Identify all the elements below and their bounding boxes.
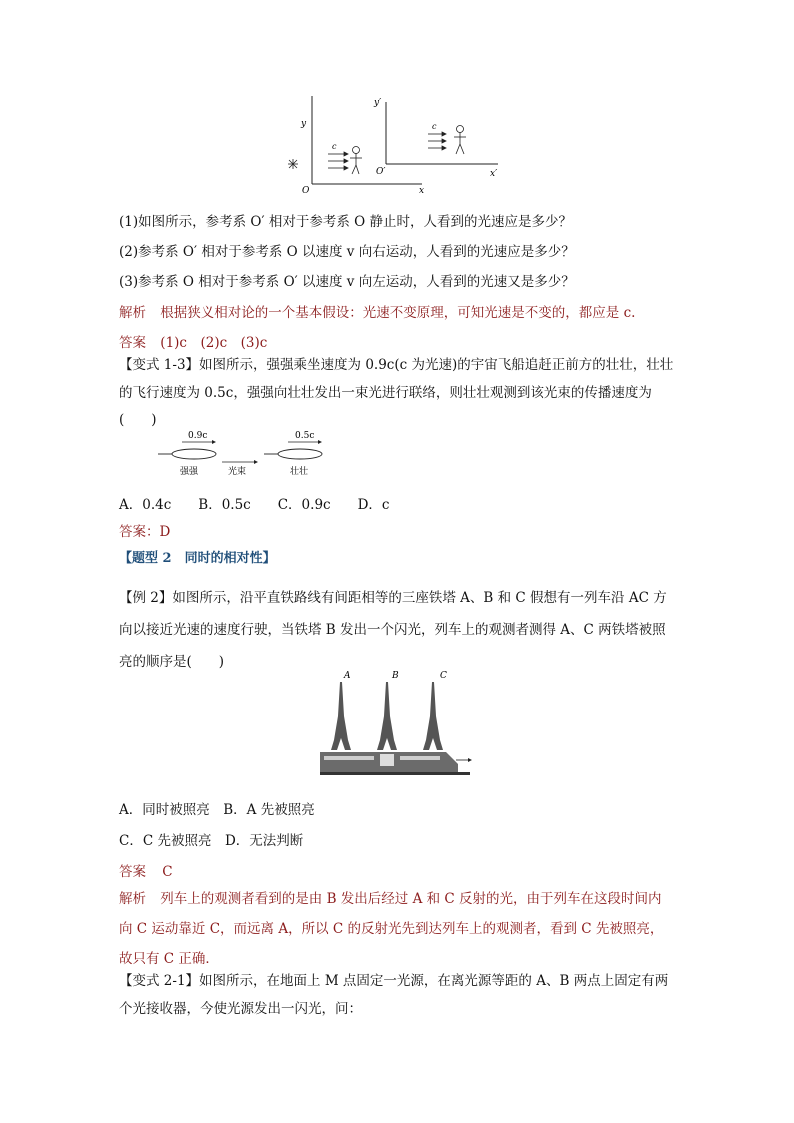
towers-train-figure xyxy=(320,668,476,780)
variant-2-1-line-1: 【变式 2-1】如图所示，在地面上 M 点固定一光源，在离光源等距的 A、B 两点上固定有两 xyxy=(119,973,669,989)
analysis-2-text-1: 列车上的观测者看到的是由 B 发出后经过 A 和 C 反射的光，由于列车在这段时间内 xyxy=(160,891,662,907)
answer-text: (1)c (2)c (3)c xyxy=(160,335,268,351)
analysis-text: 根据狭义相对论的一个基本假设：光速不变原理，可知光速是不变的，都应是 c. xyxy=(160,305,636,321)
variant-1-3-answer: 答案：D xyxy=(119,524,171,540)
example-2-options-ab: A．同时被照亮 B．A 先被照亮 xyxy=(119,802,315,818)
example-2-line-1: 【例 2】如图所示，沿平直铁路线有间距相等的三座铁塔 A、B 和 C 假想有一列车沿 AC 方 xyxy=(119,590,667,606)
variant-2-1-line-2: 个光接收器，今使光源发出一闪光，问： xyxy=(119,1001,362,1017)
ship-1-name-label: 强强 xyxy=(180,467,199,477)
analysis-label: 解析 xyxy=(119,305,146,321)
question-2: (2)参考系 O′ 相对于参考系 O 以速度 v 向右运动，人看到的光速应是多少？ xyxy=(119,244,575,260)
topic-2-heading: 【题型 2 同时的相对性】 xyxy=(119,551,276,566)
tower-a-icon xyxy=(331,682,351,750)
origin-o-prime-label: O′ xyxy=(376,167,386,177)
tower-a-label: A xyxy=(344,671,351,681)
analysis-2-line-1 xyxy=(119,887,662,907)
answer-2-label: 答案 xyxy=(119,864,146,880)
observer-figure-icon xyxy=(350,147,362,175)
example-2-line-2: 向以接近光速的速度行驶，当铁塔 B 发出一个闪光，列车上的观测者测得 A、C 两铁塔被照 xyxy=(119,622,666,638)
question-1: (1)如图所示，参考系 O′ 相对于参考系 O 静止时，人看到的光速应是多少？ xyxy=(119,214,572,230)
example-2-options-cd: C．C 先被照亮 D．无法判断 xyxy=(119,833,304,849)
spaceships-figure xyxy=(150,428,335,478)
variant-1-3-line-3: ( ) xyxy=(119,412,157,428)
train-icon xyxy=(320,752,470,775)
origin-o-label: O xyxy=(302,186,310,196)
light-speed-c-label: c xyxy=(332,142,337,151)
analysis-2-line-2: 向 C 运动靠近 C，而远离 A，所以 C 的反射光先到达列车上的观测者，看到 C 先被照亮， xyxy=(119,921,664,937)
axis-y-label: y xyxy=(301,119,307,129)
answer-2-text: C xyxy=(162,864,173,880)
example-2-line-3: 亮的顺序是( ) xyxy=(119,654,225,670)
axis-x-prime-label: x′ xyxy=(490,169,498,179)
tower-b-label: B xyxy=(392,671,399,681)
variant-1-3-line-2: 的飞行速度为 0.5c，强强向壮壮发出一束光进行联络，则壮壮观测到该光束的传播速度为 xyxy=(119,385,652,401)
observer-figure-icon-2 xyxy=(454,126,466,155)
ship-2-speed-label: 0.5c xyxy=(295,431,315,441)
answer-1 xyxy=(119,331,267,351)
answer-label: 答案 xyxy=(119,335,146,351)
ship-2-name-label: 壮壮 xyxy=(290,467,309,477)
reference-frames-figure xyxy=(282,96,512,196)
light-source-icon xyxy=(288,159,298,169)
analysis-1 xyxy=(119,301,635,321)
tower-c-icon xyxy=(423,682,443,750)
ship-1-speed-label: 0.9c xyxy=(188,431,208,441)
light-beam-label: 光束 xyxy=(228,467,247,477)
analysis-2-label: 解析 xyxy=(119,891,146,907)
spaceship-2-icon xyxy=(264,449,322,459)
question-3: (3)参考系 O 相对于参考系 O′ 以速度 v 向左运动，人看到的光速又是多少？ xyxy=(119,274,575,290)
tower-c-label: C xyxy=(440,671,447,681)
tower-b-icon xyxy=(377,682,397,750)
axis-x-label: x xyxy=(419,186,425,196)
analysis-2-line-3: 故只有 C 正确． xyxy=(119,951,219,967)
spaceship-1-icon xyxy=(158,449,216,459)
variant-1-3-options: A．0.4c B．0.5c C．0.9c D．c xyxy=(119,497,390,513)
answer-2 xyxy=(119,860,173,880)
variant-1-3-line-1: 【变式 1-3】如图所示，强强乘坐速度为 0.9c(c 为光速)的宇宙飞船追赶正前方的壮壮，壮壮 xyxy=(119,357,674,373)
light-speed-c-label-2: c xyxy=(432,122,437,131)
axis-y-prime-label: y′ xyxy=(374,98,382,108)
